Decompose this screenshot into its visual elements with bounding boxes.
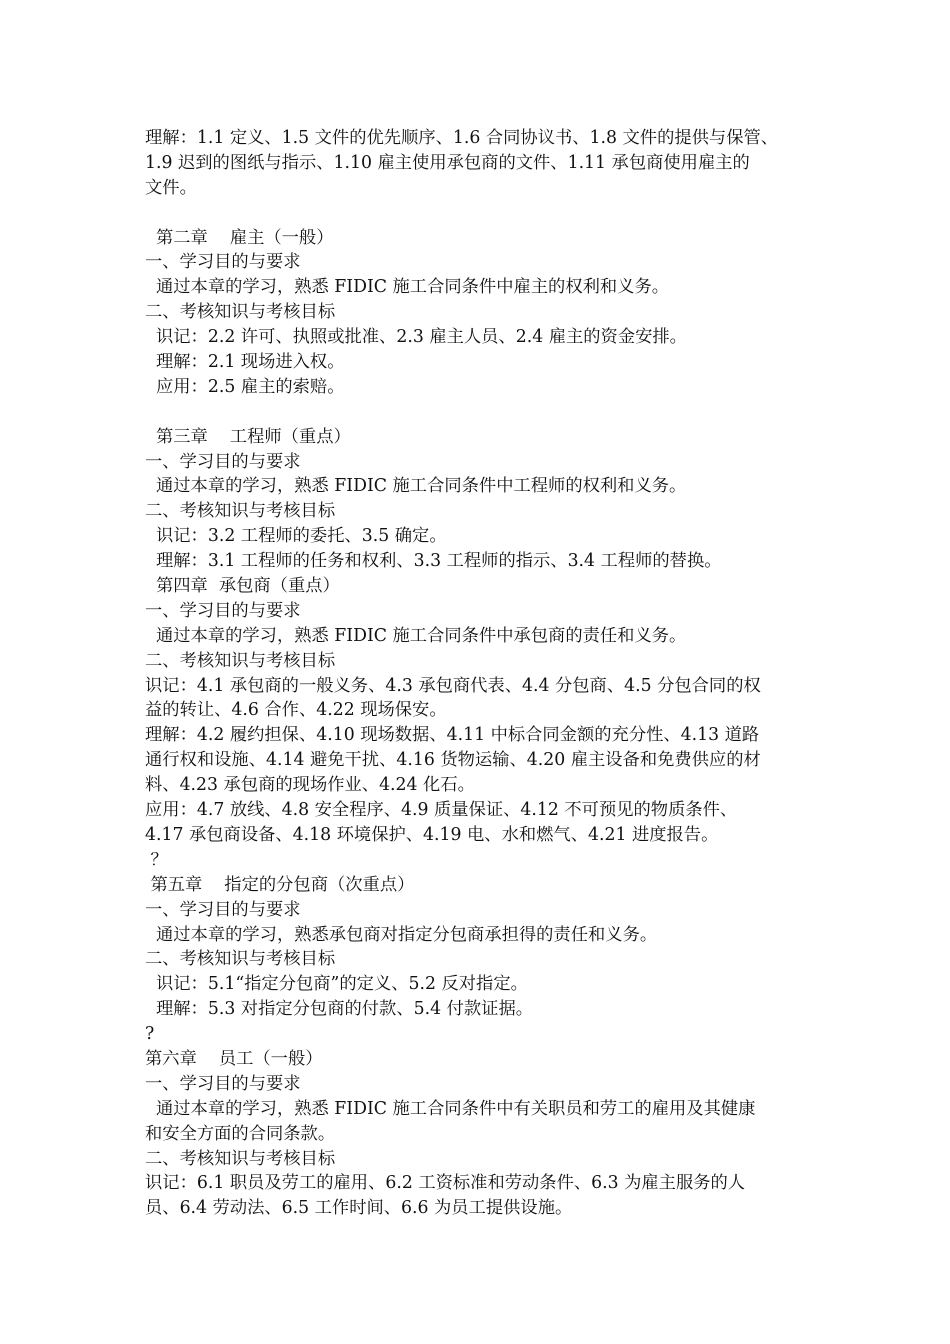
text-line: 识记：4.1 承包商的一般义务、4.3 承包商代表、4.4 分包商、4.5 分包合同的权 <box>145 675 761 696</box>
blank-line <box>145 400 817 425</box>
text-line: ? <box>145 1024 155 1045</box>
text-line: 料、4.23 承包商的现场作业、4.24 化石。 <box>145 775 475 796</box>
section-heading: 一、学习目的与要求 <box>145 252 301 273</box>
text-line: 识记：3.2 工程师的委托、3.5 确定。 <box>145 526 447 547</box>
text-line: 理解：4.2 履约担保、4.10 现场数据、4.11 中标合同金额的充分性、4.13 道路 <box>145 725 760 746</box>
text-line: 通行权和设施、4.14 避免干扰、4.16 货物运输、4.20 雇主设备和免费供应的材 <box>145 750 761 771</box>
text-line: 识记：5.1“指定分包商”的定义、5.2 反对指定。 <box>145 974 528 995</box>
text-line: 通过本章的学习，熟悉 FIDIC 施工合同条件中工程师的权利和义务。 <box>145 476 687 497</box>
chapter-heading: 第六章 员工（一般） <box>145 1048 323 1069</box>
section-heading: 二、考核知识与考核目标 <box>145 501 336 522</box>
text-line: 理解：2.1 现场进入权。 <box>145 352 345 373</box>
text-line: 理解：5.3 对指定分包商的付款、5.4 付款证据。 <box>145 999 534 1020</box>
chapter-heading: 第三章 工程师（重点） <box>145 426 351 447</box>
text-line: 应用：4.7 放线、4.8 安全程序、4.9 质量保证、4.12 不可预见的物质条件、 <box>145 800 738 821</box>
text-line: 员、6.4 劳动法、6.5 工作时间、6.6 为员工提供设施。 <box>145 1198 573 1219</box>
text-line: 4.17 承包商设备、4.18 环境保护、4.19 电、水和燃气、4.21 进度报告。 <box>145 824 719 845</box>
text-line: 理解：3.1 工程师的任务和权利、3.3 工程师的指示、3.4 工程师的替换。 <box>145 551 722 572</box>
section-heading: 一、学习目的与要求 <box>145 899 301 920</box>
section-heading: 一、学习目的与要求 <box>145 451 301 472</box>
section-heading: 二、考核知识与考核目标 <box>145 949 336 970</box>
text-line: 文件。 <box>145 177 197 198</box>
text-line: ？ <box>145 849 168 870</box>
text-line: 益的转让、4.6 合作、4.22 现场保安。 <box>145 700 447 721</box>
text-line: 理解：1.1 定义、1.5 文件的优先顺序、1.6 合同协议书、1.8 文件的提供与保管、 <box>145 128 779 148</box>
chapter-heading: 第四章 承包商（重点） <box>145 576 340 597</box>
section-heading: 二、考核知识与考核目标 <box>145 650 336 671</box>
text-line: 应用：2.5 雇主的索赔。 <box>145 376 345 397</box>
text-line: 和安全方面的合同条款。 <box>145 1123 336 1144</box>
text-line: 通过本章的学习，熟悉承包商对指定分包商承担得的责任和义务。 <box>145 924 658 945</box>
chapter-heading: 第二章 雇主（一般） <box>145 227 334 248</box>
text-line: 通过本章的学习，熟悉 FIDIC 施工合同条件中承包商的责任和义务。 <box>145 625 687 646</box>
document-body <box>145 126 817 1221</box>
text-line: 识记：6.1 职员及劳工的雇用、6.2 工资标准和劳动条件、6.3 为雇主服务的人 <box>145 1173 746 1194</box>
chapter-heading: 第五章 指定的分包商（次重点） <box>145 874 415 895</box>
text-line: 1.9 迟到的图纸与指示、1.10 雇主使用承包商的文件、1.11 承包商使用雇主的 <box>145 152 750 173</box>
section-heading: 一、学习目的与要求 <box>145 1073 301 1094</box>
section-heading: 二、考核知识与考核目标 <box>145 1148 336 1169</box>
text-line: 识记：2.2 许可、执照或批准、2.3 雇主人员、2.4 雇主的资金安排。 <box>145 327 687 348</box>
text-line: 通过本章的学习，熟悉 FIDIC 施工合同条件中有关职员和劳工的雇用及其健康 <box>145 1098 756 1119</box>
section-heading: 二、考核知识与考核目标 <box>145 302 336 323</box>
section-heading: 一、学习目的与要求 <box>145 600 301 621</box>
text-line: 通过本章的学习，熟悉 FIDIC 施工合同条件中雇主的权利和义务。 <box>145 277 670 298</box>
blank-line <box>145 201 817 226</box>
